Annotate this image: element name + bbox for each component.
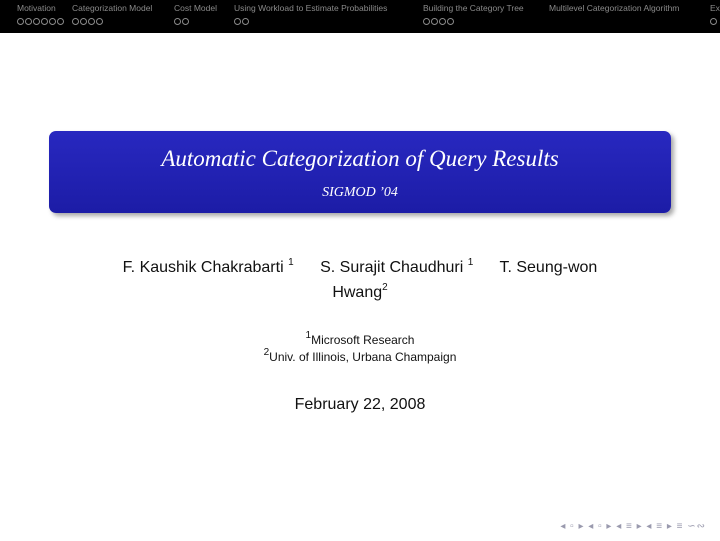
nav-slide-dot[interactable] <box>33 18 40 25</box>
nav-slide-dot[interactable] <box>182 18 189 25</box>
nav-section-experiments[interactable] <box>710 3 720 26</box>
nav-slide-dot[interactable] <box>88 18 95 25</box>
nav-slide-dot[interactable] <box>80 18 87 25</box>
nav-section-using-workload[interactable] <box>234 3 387 26</box>
affiliation-illinois-text: Univ. of Illinois, Urbana Champaign <box>269 350 457 364</box>
author-affiliation-mark: 1 <box>288 256 294 268</box>
nav-slide-dot[interactable] <box>234 18 241 25</box>
author-hwang-first-line: T. Seung-won <box>499 259 598 276</box>
author-list <box>60 255 660 305</box>
nav-slide-dot[interactable] <box>57 18 64 25</box>
nav-section-label[interactable]: Building the Category Tree <box>423 3 524 13</box>
nav-slide-dot[interactable] <box>710 18 717 25</box>
presentation-date: February 22, 2008 <box>294 396 426 413</box>
nav-section-dots[interactable] <box>710 18 720 26</box>
nav-slide-dot[interactable] <box>17 18 24 25</box>
nav-section-label[interactable]: Motivation <box>17 3 56 13</box>
nav-slide-dot[interactable] <box>431 18 438 25</box>
nav-slide-dot[interactable] <box>49 18 56 25</box>
affiliation-illinois <box>60 349 660 366</box>
author-affiliation-mark: 2 <box>382 281 388 293</box>
nav-slide-dot[interactable] <box>447 18 454 25</box>
affiliation-microsoft-text: Microsoft Research <box>311 333 415 347</box>
nav-slide-dot[interactable] <box>174 18 181 25</box>
author-chakrabarti: F. Kaushik Chakrabarti <box>122 259 284 276</box>
nav-slide-dot[interactable] <box>423 18 430 25</box>
author-hwang-second-line: Hwang <box>332 284 383 301</box>
author-affiliation-mark: 1 <box>467 256 474 268</box>
nav-section-dots[interactable] <box>549 18 679 26</box>
nav-section-label[interactable]: Categorization Model <box>72 3 153 13</box>
affiliation-list <box>60 332 660 366</box>
nav-section-motivation[interactable] <box>17 3 65 26</box>
navigation-bar <box>0 0 720 33</box>
nav-section-multilevel-algorithm[interactable] <box>549 3 679 26</box>
nav-slide-dot[interactable] <box>242 18 249 25</box>
author-chaudhuri: S. Surajit Chaudhuri <box>320 259 464 276</box>
nav-section-label[interactable]: Using Workload to Estimate Probabilities <box>234 3 388 13</box>
nav-slide-dot[interactable] <box>25 18 32 25</box>
affiliation-microsoft <box>60 332 660 349</box>
nav-section-dots[interactable] <box>234 18 387 26</box>
affiliation-mark: 1 <box>305 330 312 341</box>
nav-section-dots[interactable] <box>423 18 524 26</box>
nav-section-cost-model[interactable] <box>174 3 217 26</box>
nav-slide-dot[interactable] <box>41 18 48 25</box>
nav-section-label[interactable]: Cost Model <box>174 3 217 13</box>
affiliation-mark: 2 <box>263 347 270 358</box>
nav-section-label[interactable]: Multilevel Categorization Algorithm <box>549 3 680 13</box>
beamer-navigation-controls[interactable]: ◂ ▫ ▸ ◂ ▫ ▸ ◂ ≡ ▸ ◂ ≡ ▸ ≡ ∽∾ <box>560 521 706 532</box>
nav-slide-dot[interactable] <box>439 18 446 25</box>
nav-section-label[interactable]: Ex <box>710 3 720 13</box>
nav-section-categorization-model[interactable] <box>72 3 152 26</box>
nav-slide-dot[interactable] <box>72 18 79 25</box>
title-block <box>49 131 671 213</box>
presentation-title: Automatic Categorization of Query Results <box>161 146 559 171</box>
nav-section-dots[interactable] <box>17 18 65 26</box>
nav-slide-dot[interactable] <box>96 18 103 25</box>
nav-section-dots[interactable] <box>72 18 152 26</box>
nav-section-building-category-tree[interactable] <box>423 3 524 26</box>
presentation-subtitle: SIGMOD ’04 <box>322 185 398 200</box>
nav-section-dots[interactable] <box>174 18 217 26</box>
